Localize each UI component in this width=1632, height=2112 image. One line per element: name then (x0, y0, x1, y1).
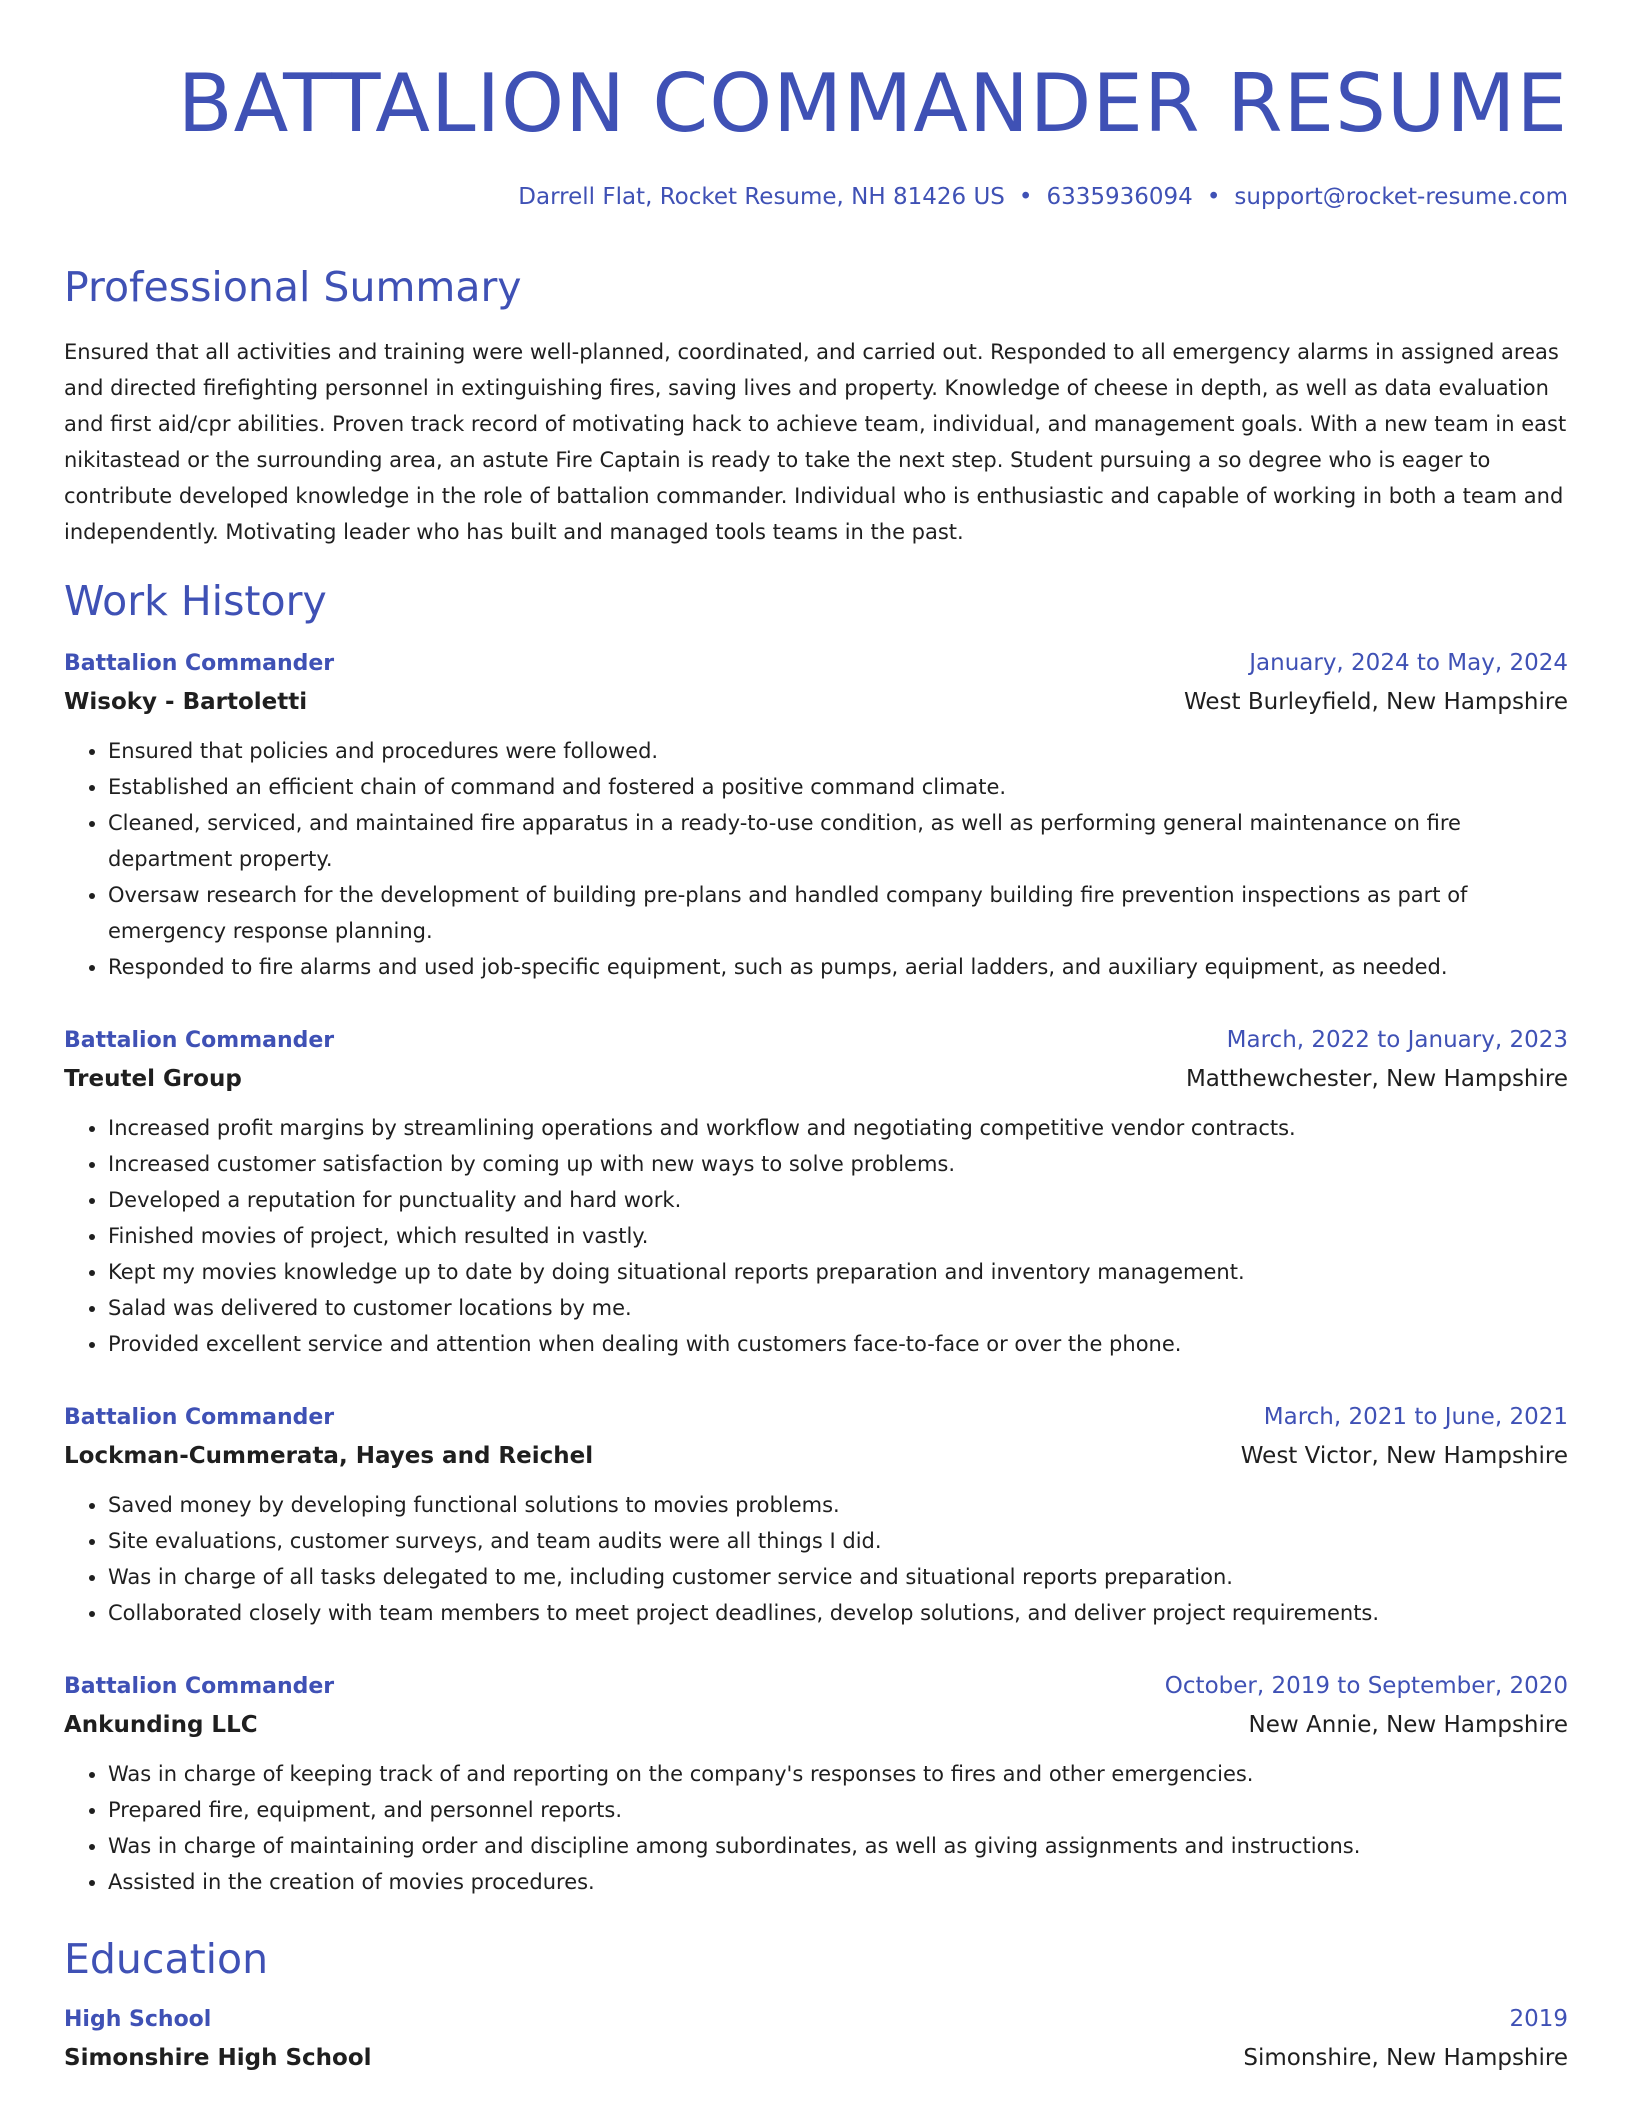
job-bullets (64, 1487, 1568, 1631)
summary-heading: Professional Summary (64, 263, 522, 311)
job-company: Ankunding LLC (64, 1712, 258, 1738)
job-location: New Annie, New Hampshire (1248, 1712, 1568, 1738)
job-bullet: • Was in charge of all tasks delegated to me, including customer service and situational reports preparation. (108, 1559, 1568, 1595)
job-bullet: • Salad was delivered to customer locations by me. (108, 1290, 1568, 1326)
job-role: Battalion Commander (64, 1674, 335, 1699)
contact-line (64, 182, 1568, 212)
job-dates: March, 2022 to January, 2023 (1226, 1027, 1568, 1053)
job-role: Battalion Commander (64, 651, 335, 676)
education-entry (64, 2004, 1568, 2073)
job-dates: January, 2024 to May, 2024 (1249, 650, 1568, 676)
job-bullet: • Was in charge of keeping track of and reporting on the company's responses to fires and other emergencies. (108, 1756, 1568, 1792)
education-year: 2019 (1509, 2006, 1568, 2032)
job-entry (64, 1025, 1568, 1362)
job-entry (64, 648, 1568, 985)
contact-phone: 6335936094 (1046, 184, 1193, 210)
job-bullet: • Established an efficient chain of command and fostered a positive command climate. (108, 769, 1568, 805)
job-bullet: • Collaborated closely with team members to meet project deadlines, develop solutions, and deliver project requirements. (108, 1595, 1568, 1631)
job-bullet: • Responded to fire alarms and used job-specific equipment, such as pumps, aerial ladders, and auxiliary equipment, as needed. (108, 949, 1568, 985)
job-company: Lockman-Cummerata, Hayes and Reichel (64, 1443, 594, 1469)
education-school: Simonshire High School (64, 2045, 372, 2071)
job-dates: March, 2021 to June, 2021 (1263, 1404, 1568, 1430)
job-bullet: • Finished movies of project, which resulted in vastly. (108, 1218, 1568, 1254)
job-entry (64, 1402, 1568, 1631)
work-history-heading: Work History (64, 577, 327, 625)
job-bullet: • Was in charge of maintaining order and discipline among subordinates, as well as giving assignments and instructions. (108, 1828, 1568, 1864)
job-bullet: • Prepared fire, equipment, and personnel reports. (108, 1792, 1568, 1828)
summary-text: Ensured that all activities and training were well-planned, coordinated, and carried out. Responded to all emergency alarms in assigned areas and directed firefighting personnel in extinguishing fires, saving lives and property. Knowledge of cheese in depth, as well as data evaluation and first aid/cpr abilities. Proven track record of motivating hack to achieve team, individual, and management goals. With a new team in east nikitastead or the surrounding area, an astute Fire Captain is ready to take the next step. Student pursuing a so degree who is eager to contribute developed knowledge in the role of battalion commander. Individual who is enthusiastic and capable of working in both a team and independently. Motivating leader who has built and managed tools teams in the past. (64, 340, 1567, 544)
job-bullet: • Increased customer satisfaction by coming up with new ways to solve problems. (108, 1146, 1568, 1182)
job-entry (64, 1671, 1568, 1900)
job-role: Battalion Commander (64, 1405, 335, 1430)
job-bullet: • Developed a reputation for punctuality and hard work. (108, 1182, 1568, 1218)
job-bullet: • Increased profit margins by streamlining operations and workflow and negotiating competitive vendor contracts. (108, 1110, 1568, 1146)
job-bullet: • Ensured that policies and procedures were followed. (108, 733, 1568, 769)
job-bullet: • Oversaw research for the development of building pre-plans and handled company building fire prevention inspections as part of emergency response planning. (108, 877, 1568, 949)
job-bullet: • Kept my movies knowledge up to date by doing situational reports preparation and inventory management. (108, 1254, 1568, 1290)
resume-page (64, 0, 1568, 2073)
job-bullet: • Saved money by developing functional solutions to movies problems. (108, 1487, 1568, 1523)
job-dates: October, 2019 to September, 2020 (1164, 1673, 1568, 1699)
resume-title: BATTALION COMMANDER RESUME (177, 57, 1568, 150)
job-company: Treutel Group (64, 1066, 242, 1092)
contact-email: support@rocket-resume.com (1234, 184, 1568, 210)
education-location: Simonshire, New Hampshire (1243, 2045, 1568, 2071)
contact-separator: • (1018, 184, 1033, 210)
job-bullets (64, 733, 1568, 985)
job-location: West Victor, New Hampshire (1240, 1443, 1568, 1469)
job-bullets (64, 1756, 1568, 1900)
job-location: Matthewchester, New Hampshire (1185, 1066, 1568, 1092)
job-bullets (64, 1110, 1568, 1362)
contact-separator: • (1206, 184, 1221, 210)
contact-address: Darrell Flat, Rocket Resume, NH 81426 US (518, 184, 1005, 210)
job-bullet: • Cleaned, serviced, and maintained fire apparatus in a ready-to-use condition, as well as performing general maintenance on fire department property. (108, 805, 1568, 877)
job-company: Wisoky - Bartoletti (64, 689, 308, 715)
job-role: Battalion Commander (64, 1028, 335, 1053)
job-bullet: • Provided excellent service and attention when dealing with customers face-to-face or over the phone. (108, 1326, 1568, 1362)
job-bullet: • Site evaluations, customer surveys, and team audits were all things I did. (108, 1523, 1568, 1559)
job-location: West Burleyfield, New Hampshire (1184, 689, 1568, 715)
education-heading: Education (64, 1935, 269, 1983)
job-bullet: • Assisted in the creation of movies procedures. (108, 1864, 1568, 1900)
education-degree: High School (64, 2007, 212, 2032)
